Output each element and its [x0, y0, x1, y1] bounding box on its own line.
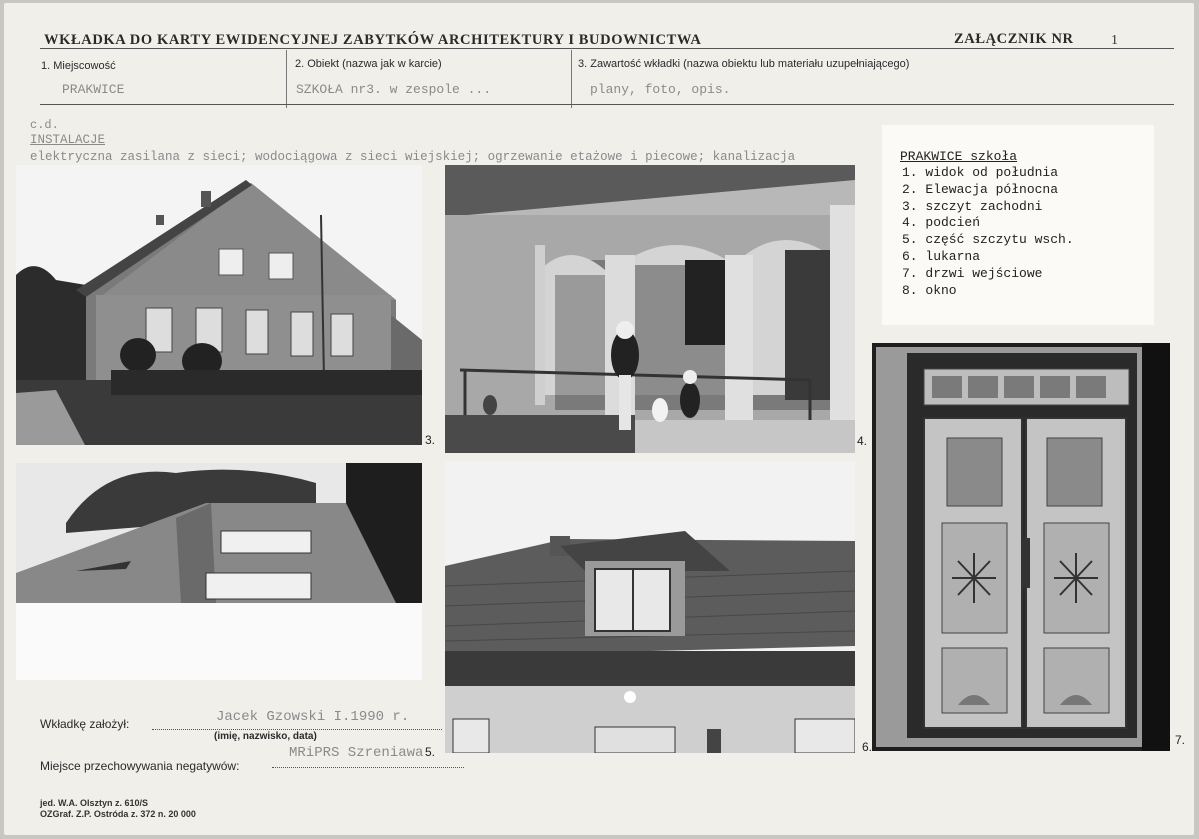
photo-number: 4. [857, 434, 868, 448]
locality-label: 1. Miejscowość [41, 60, 116, 72]
storage-value: MRiPRS Szreniawa [289, 745, 424, 761]
fields-rule [40, 104, 1174, 105]
storage-dotted-line [272, 767, 464, 768]
annex-label: ZAŁĄCZNIK NR [954, 31, 1074, 47]
record-sheet [4, 3, 1194, 835]
photo-east-gable [16, 463, 422, 680]
object-label: 2. Obiekt (nazwa jak w karcie) [295, 58, 442, 70]
photo-number: 6. [862, 740, 873, 754]
continuation-mark: c.d. [30, 118, 59, 132]
founder-hint: (imię, nazwisko, data) [214, 731, 317, 742]
photo-arcade [445, 165, 855, 453]
divider [286, 50, 287, 108]
storage-label: Miejsce przechowywania negatywów: [40, 759, 240, 773]
print-info: jed. W.A. Olsztyn z. 610/S [40, 798, 149, 808]
photo-entrance-door [872, 343, 1170, 751]
installations-text: elektryczna zasilana z sieci; wodociągowa z sieci wiejskiej; ogrzewanie etażowe i piecowe; kanalizacja [30, 150, 796, 164]
photo-legend [882, 125, 1154, 325]
photo-number: 5. [425, 745, 436, 759]
photo-west-gable [16, 165, 422, 445]
legend-list [902, 165, 1074, 299]
locality-value: PRAKWICE [62, 82, 125, 97]
print-info: OZGraf. Z.P. Ostróda z. 372 n. 20 000 [40, 809, 196, 819]
legend-item: 5. część szczytu wsch. [902, 232, 1074, 248]
photo-number: 7. [1175, 733, 1186, 747]
photo-dormer [445, 461, 855, 753]
founder-dotted-line [152, 729, 442, 730]
legend-item: 2. Elewacja północna [902, 181, 1059, 197]
photo-number: 3. [425, 433, 436, 447]
annex-number: 1 [1111, 33, 1118, 48]
legend-item: 1. widok od południa [902, 165, 1059, 180]
legend-item: 3. szczyt zachodni [902, 198, 1043, 214]
legend-item: 4. podcień [902, 215, 981, 231]
header-rule [40, 48, 1174, 49]
contents-label: 3. Zawartość wkładki (nazwa obiektu lub materiału uzupełniającego) [578, 58, 910, 70]
founder-label: Wkładkę założył: [40, 717, 130, 731]
legend-item: 6. lukarna [902, 248, 981, 264]
contents-value: plany, foto, opis. [590, 82, 731, 97]
sheet-title: WKŁADKA DO KARTY EWIDENCYJNEJ ZABYTKÓW ARCHITEKTURY I BUDOWNICTWA [44, 32, 702, 48]
object-value: SZKOŁA nr3. w zespole ... [296, 82, 492, 97]
legend-item: 8. okno [902, 282, 957, 298]
founder-value: Jacek Gzowski I.1990 r. [216, 709, 410, 725]
legend-title: PRAKWICE szkoła [900, 149, 1018, 164]
divider [571, 50, 572, 108]
installations-heading: INSTALACJE [30, 133, 106, 147]
legend-item: 7. drzwi wejściowe [902, 265, 1043, 281]
